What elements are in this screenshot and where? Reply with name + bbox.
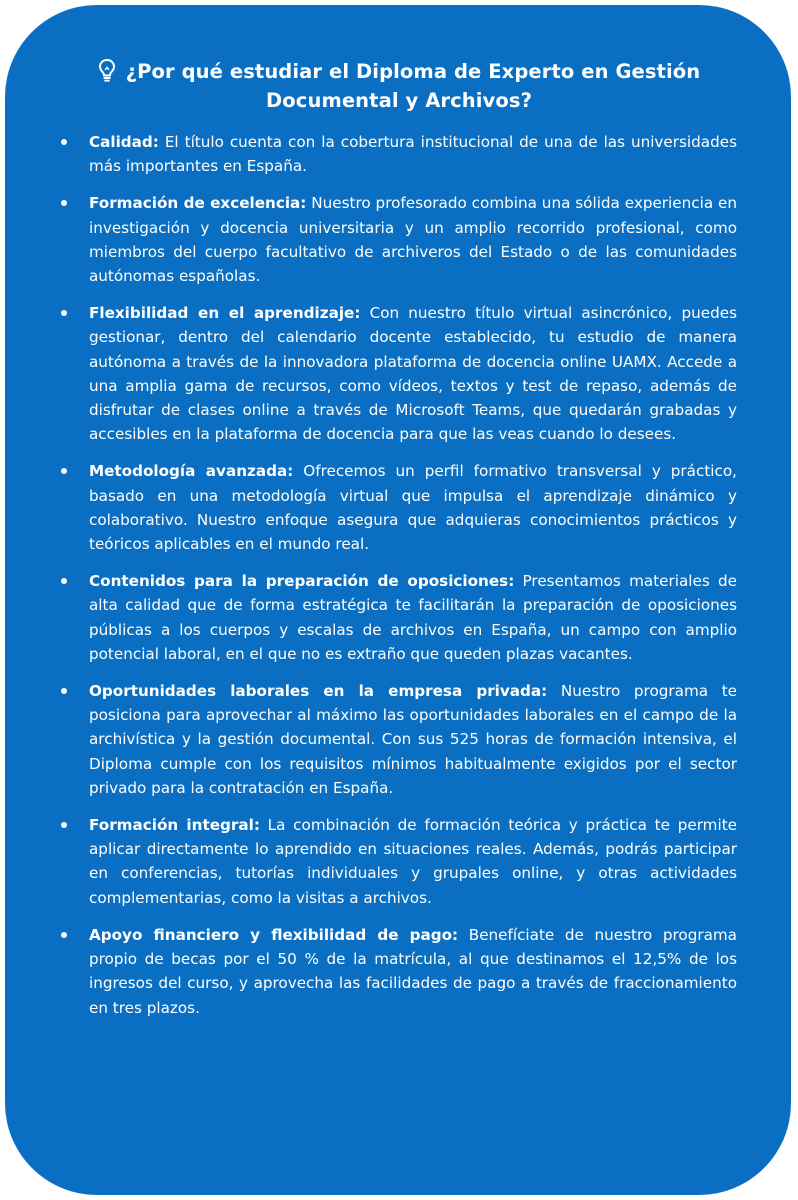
list-item xyxy=(61,679,737,800)
card-title-text: ¿Por qué estudiar el Diploma de Experto en Gestión Documental y Archivos? xyxy=(125,60,701,112)
item-text: Nuestro profesorado combina una sólida experiencia en investigación y docencia universitaria y un amplio recorrido profesional, como miembros del cuerpo facultativo de archiveros del Estado o de las comunidades autónomas españolas. xyxy=(89,194,737,286)
item-lead: Formación integral: xyxy=(89,816,260,835)
card-title xyxy=(61,57,737,115)
bullet-icon xyxy=(61,200,67,206)
bullet-icon xyxy=(61,688,67,694)
lightbulb-icon xyxy=(98,58,116,82)
list-item xyxy=(61,813,737,910)
item-text: Ofrecemos un perfil formativo transversal y práctico, basado en una metodología virtual que impulsa el aprendizaje dinámico y colaborativo. Nuestro enfoque asegura que adquieras conocimientos prácticos y teóricos aplicables en el mundo real. xyxy=(89,462,737,554)
item-lead: Metodología avanzada: xyxy=(89,462,294,481)
item-lead: Apoyo financiero y flexibilidad de pago: xyxy=(89,925,459,944)
item-text: Nuestro programa te posiciona para aprovechar al máximo las oportunidades laborales en el campo de la archivística y la gestión documental. Con sus 525 horas de formación intensiva, el Diploma cumple con los requisitos mínimos habitualmente exigidos por el sector privado para la contratación en España. xyxy=(89,682,737,797)
item-text: La combinación de formación teórica y práctica te permite aplicar directamente lo aprendido en situaciones reales. Además, podrás participar en conferencias, tutorías individuales y grupales online, y otras actividades complementarias, como la visitas a archivos. xyxy=(89,816,737,907)
bullet-icon xyxy=(61,310,67,316)
list-item xyxy=(61,459,737,556)
item-lead: Contenidos para la preparación de oposiciones: xyxy=(89,572,515,591)
bullet-icon xyxy=(61,822,67,828)
bullet-icon xyxy=(61,932,67,938)
list-item xyxy=(61,569,737,666)
list-item xyxy=(61,191,737,288)
bullet-icon xyxy=(61,468,67,474)
item-text: Con nuestro título virtual asincrónico, puedes gestionar, dentro del calendario docente establecido, tu estudio de manera autónoma a través de la innovadora plataforma de docencia online UAMX. Accede a una amplia gama de recursos, como vídeos, textos y test de repaso, además de disfrutar de clases online a través de Microsoft Teams, que quedarán grabadas y accesibles en la plataforma de docencia para que las veas cuando lo desees. xyxy=(89,304,737,444)
benefit-list xyxy=(61,130,737,1020)
info-card xyxy=(5,5,791,1195)
list-item xyxy=(61,923,737,1020)
item-lead: Oportunidades laborales en la empresa privada: xyxy=(89,682,548,701)
bullet-icon xyxy=(61,578,67,584)
item-text: Presentamos materiales de alta calidad que de forma estratégica te facilitarán la preparación de oposiciones públicas a los cuerpos y escalas de archivos en España, un campo con amplio potencial laboral, en el que no es extraño que queden plazas vacantes. xyxy=(89,572,737,663)
item-lead: Flexibilidad en el aprendizaje: xyxy=(89,304,361,323)
bullet-icon xyxy=(61,139,67,145)
item-text: Benefíciate de nuestro programa propio de becas por el 50 % de la matrícula, al que destinamos el 12,5% de los ingresos del curso, y aprovecha las facilidades de pago a través de fraccionamiento en tres plazos. xyxy=(89,925,737,1017)
item-lead: Formación de excelencia: xyxy=(89,194,307,213)
item-lead: Calidad: xyxy=(89,133,159,151)
item-text: El título cuenta con la cobertura institucional de una de las universidades más importantes en España. xyxy=(89,133,737,176)
list-item xyxy=(61,301,737,446)
list-item xyxy=(61,130,737,178)
